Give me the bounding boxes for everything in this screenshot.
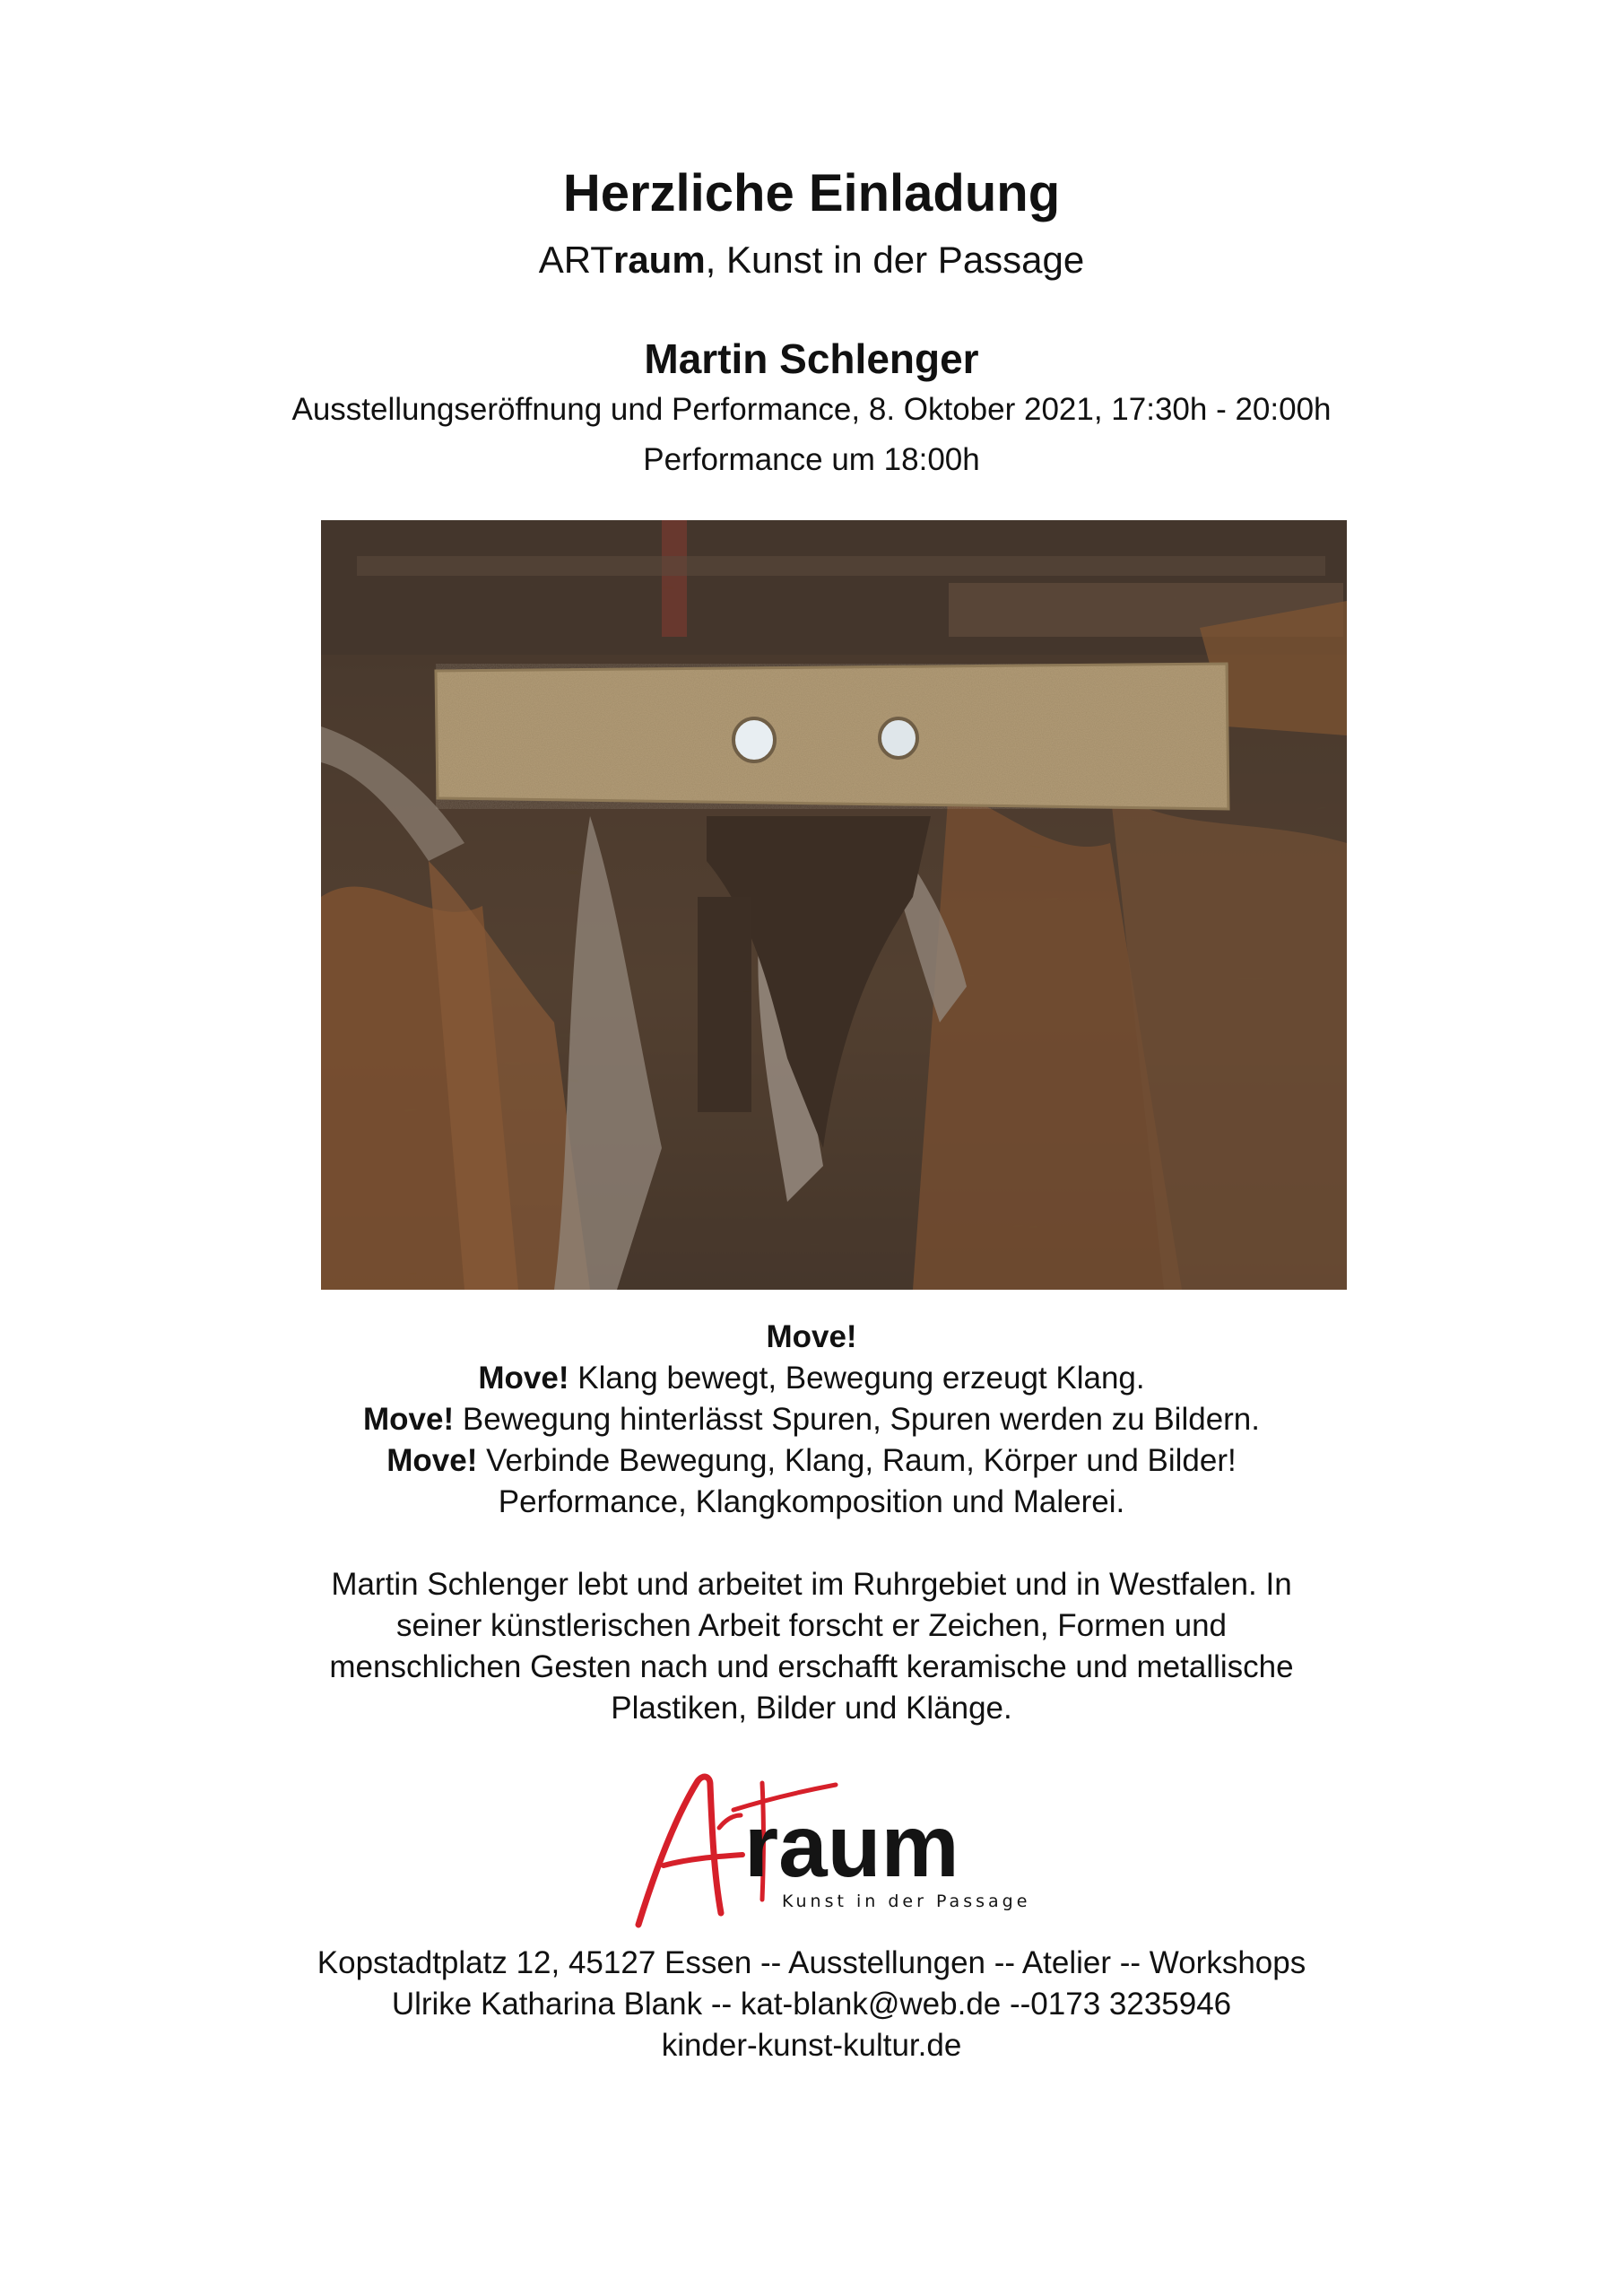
move-heading: Move! <box>766 1319 857 1354</box>
move-line: Move! Bewegung hinterlässt Spuren, Spuren werden zu Bildern. <box>363 1402 1260 1437</box>
move-line: Move! Verbinde Bewegung, Klang, Raum, Körper und Bilder! <box>386 1443 1237 1478</box>
artraum-logo <box>628 1765 1031 1934</box>
contact-website[interactable]: kinder-kunst-kultur.de <box>661 2028 962 2063</box>
venue-bold: raum <box>612 239 706 281</box>
artwork-image <box>321 520 1347 1290</box>
artist-name: Martin Schlenger <box>644 335 979 382</box>
venue-suffix: , Kunst in der Passage <box>705 239 1085 281</box>
logo-raum: raum <box>744 1796 959 1895</box>
contact-info <box>0 1943 1623 2066</box>
move-line: Move! Klang bewegt, Bewegung erzeugt Klang. <box>478 1361 1145 1396</box>
venue-subtitle <box>0 233 1623 287</box>
move-closing: Performance, Klangkomposition und Malerei. <box>498 1484 1125 1519</box>
venue-prefix: ART <box>538 239 613 281</box>
event-details: Ausstellungseröffnung und Performance, 8. Oktober 2021, 17:30h - 20:00h <box>291 392 1332 427</box>
invitation-title: Herzliche Einladung <box>562 164 1061 222</box>
artist-bio: Martin Schlenger lebt und arbeitet im Ruhrgebiet und in Westfalen. In seiner künstlerischen Arbeit forscht er Zeichen, Formen und menschlichen Gesten nach und erschafft keramische und metallische Plastiken, Bilder und Klänge. <box>329 1567 1294 1726</box>
contact-address: Kopstadtplatz 12, 45127 Essen -- Ausstellungen -- Atelier -- Workshops <box>317 1945 1306 1980</box>
move-text <box>0 1317 1623 1523</box>
performance-time: Performance um 18:00h <box>643 442 980 477</box>
logo-tagline: Kunst in der Passage <box>782 1892 1031 1911</box>
contact-person[interactable]: Ulrike Katharina Blank -- kat-blank@web.de --0173 3235946 <box>391 1987 1232 2022</box>
